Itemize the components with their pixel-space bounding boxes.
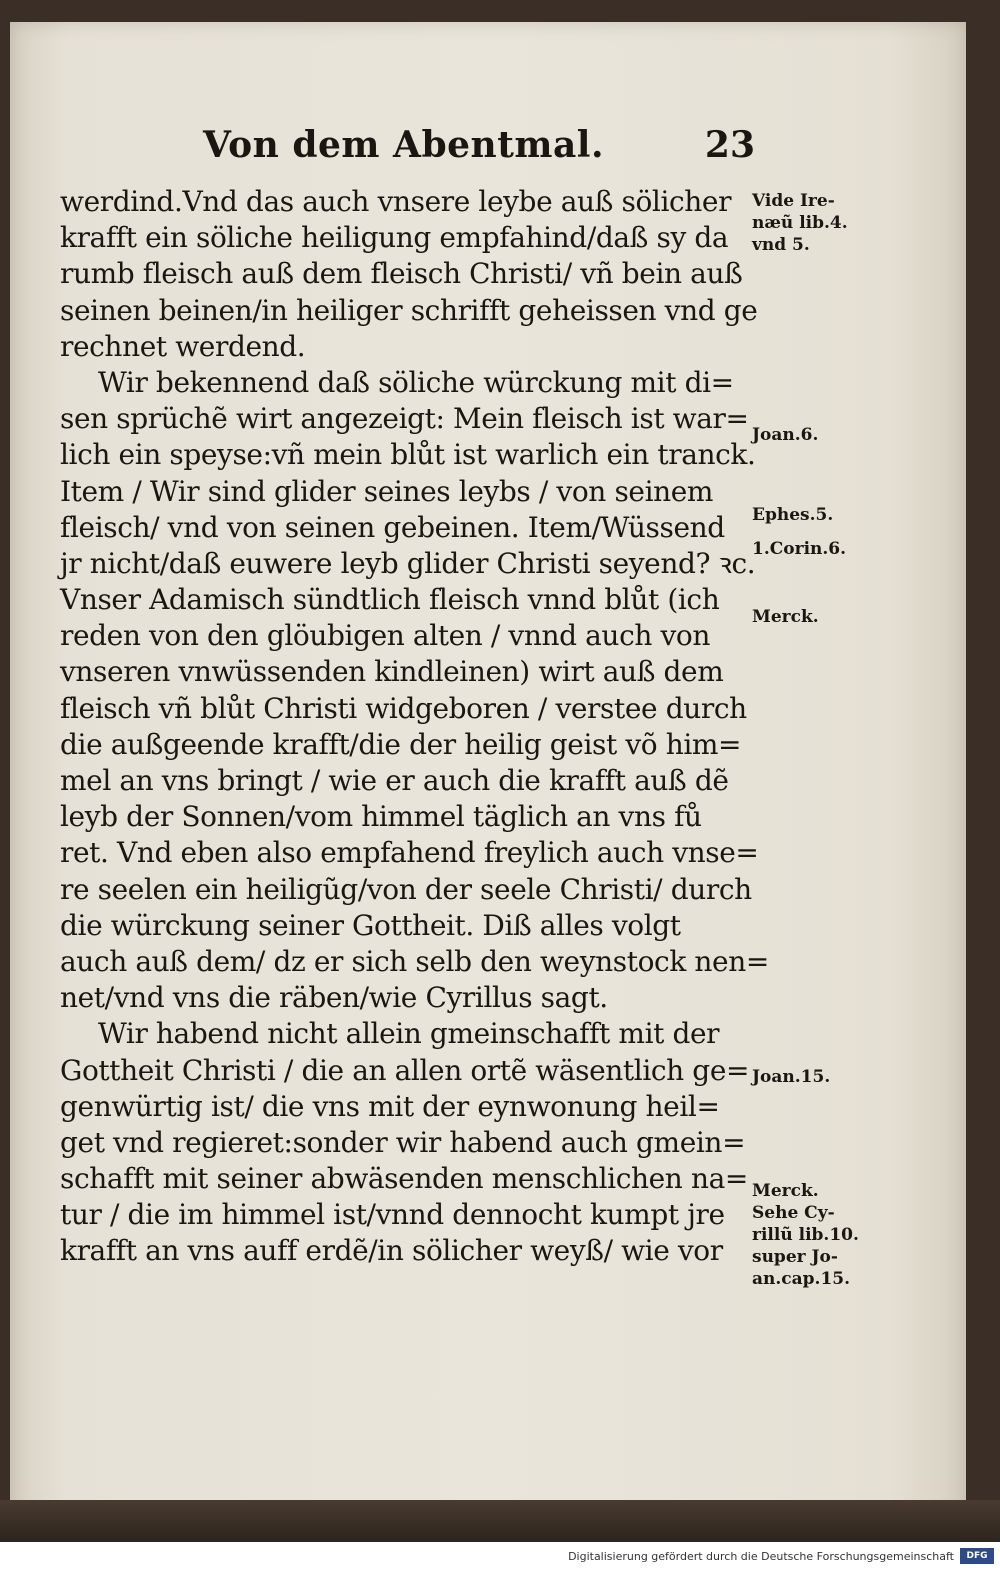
text-line: vnseren vnwüssenden kindleinen) wirt auß dem: [60, 655, 724, 689]
text-line: tur / die im himmel ist/vnnd dennocht kumpt jre: [60, 1198, 725, 1232]
marginal-note-irenaeus: Vide Ire- næũ lib.4. vnd 5.: [752, 191, 848, 255]
marginal-note-ephes-5: Ephes.5.: [752, 505, 834, 525]
page-header: [195, 124, 755, 172]
text-line: fleisch vñ blůt Christi widgeboren / verstee durch: [60, 691, 747, 725]
marginal-note-merck-1: Merck.: [752, 607, 819, 627]
marginal-note-joan-6: Joan.6.: [752, 425, 819, 445]
text-line: werdind.Vnd das auch vnsere leybe auß sölicher: [60, 185, 732, 218]
text-line: get vnd regieret:sonder wir habend auch gmein=: [60, 1125, 746, 1159]
text-line: seinen beinen/in heiliger schrifft geheissen vnd ge: [60, 293, 758, 327]
book-edge: [0, 1500, 1000, 1542]
text-line: genwürtig ist/ die vns mit der eynwonung heil=: [60, 1089, 720, 1123]
text-line: jr nicht/daß euwere leyb glider Christi seyend? ꝛc.: [60, 546, 756, 580]
folio-number: 23: [704, 124, 755, 166]
text-line: lich ein speyse:vñ mein blůt ist warlich ein tranck.: [60, 438, 756, 472]
text-line: krafft ein söliche heiligung empfahind/daß sy da: [60, 221, 729, 255]
text-line: sen sprüchẽ wirt angezeigt: Mein fleisch ist war=: [60, 402, 749, 436]
marginal-note-corin-6: 1.Corin.6.: [752, 539, 847, 559]
text-line: schafft mit seiner abwäsenden menschlichen na=: [60, 1162, 748, 1196]
body-text: [60, 184, 769, 1270]
text-line: reden von den glöubigen alten / vnnd auch von: [60, 619, 710, 653]
text-line: ret. Vnd eben also empfahend freylich auch vnse=: [60, 836, 759, 870]
text-line: rumb fleisch auß dem fleisch Christi/ vñ bein auß: [60, 257, 743, 291]
text-line: Wir habend nicht allein gmeinschafft mit der: [98, 1017, 720, 1051]
text-line: mel an vns bringt / wie er auch die krafft auß dẽ: [60, 764, 729, 797]
text-line: Item / Wir sind glider seines leybs / von seinem: [60, 474, 714, 508]
dfg-logo: DFG: [960, 1548, 994, 1564]
text-line: fleisch/ vnd von seinen gebeinen. Item/Wüssend: [60, 510, 725, 544]
text-line: krafft an vns auff erdẽ/in sölicher weyß/ wie vor: [60, 1234, 723, 1268]
text-line: Wir bekennend daß söliche würckung mit di=: [98, 365, 734, 399]
funding-credit: Digitalisierung gefördert durch die Deutsche Forschungsgemeinschaft: [568, 1550, 954, 1563]
text-line: Vnser Adamisch sündtlich fleisch vnnd blůt (ich: [60, 583, 720, 617]
text-line: die würckung seiner Gottheit. Diß alles volgt: [60, 908, 681, 942]
text-line: die außgeende krafft/die der heilig geist võ him=: [60, 727, 742, 761]
marginal-note-merck-cyrillus: Merck. Sehe Cy- rillũ lib.10. super Jo- an.cap.15.: [752, 1181, 859, 1289]
marginal-note-joan-15: Joan.15.: [752, 1067, 831, 1087]
running-title: Von dem Abentmal.: [203, 124, 604, 166]
footer-bar: [0, 1542, 1000, 1571]
text-line: leyb der Sonnen/vom himmel täglich an vns fů: [60, 800, 702, 834]
text-line: Gottheit Christi / die an allen ortẽ wäsentlich ge=: [60, 1053, 750, 1087]
text-line: re seelen ein heiligũg/von der seele Christi/ durch: [60, 872, 752, 906]
text-line: rechnet werdend.: [60, 329, 306, 363]
text-line: net/vnd vns die räben/wie Cyrillus sagt.: [60, 981, 608, 1015]
text-line: auch auß dem/ dz er sich selb den weynstock nen=: [60, 944, 769, 978]
